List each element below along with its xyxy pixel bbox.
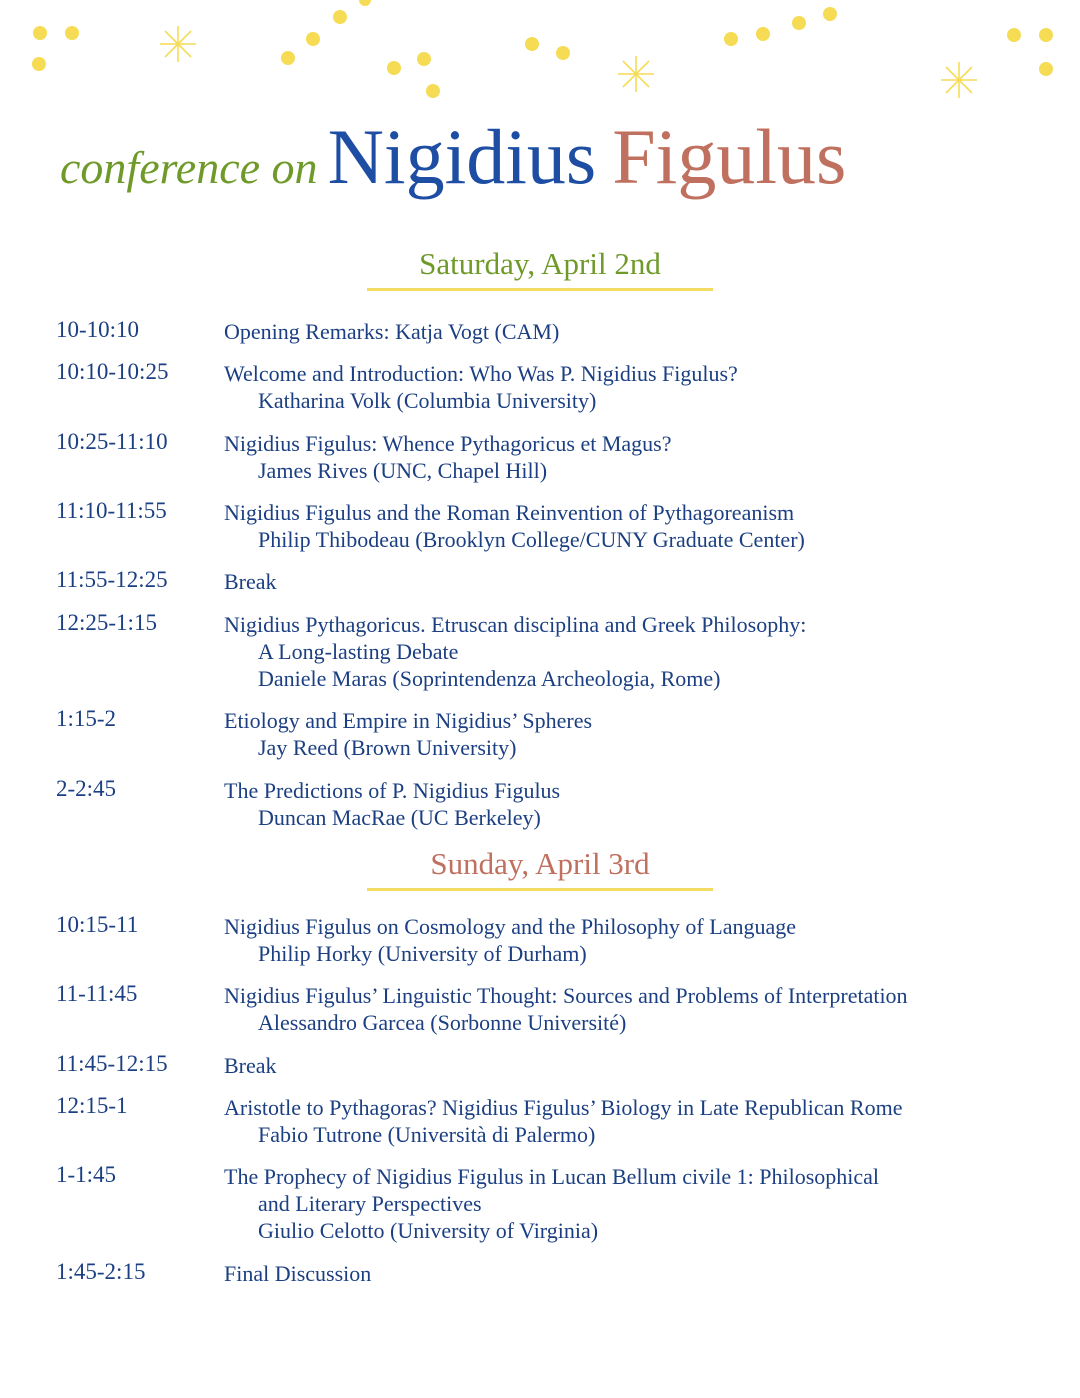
session-time: 10:25-11:10 — [56, 429, 168, 454]
session-body — [224, 430, 1054, 484]
session-time: 11:45-12:15 — [56, 1051, 168, 1076]
session-time: 12:15-1 — [56, 1093, 128, 1118]
session-title: The Prophecy of Nigidius Figulus in Lucan Bellum civile 1: Philosophical — [224, 1164, 880, 1189]
confetti-decoration — [0, 0, 1080, 110]
session-body — [224, 360, 1054, 414]
session-time: 12:25-1:15 — [56, 610, 157, 635]
session-title: Nigidius Figulus and the Roman Reinvention of Pythagoreanism — [224, 500, 795, 525]
title-name-first: Nigidius — [327, 113, 597, 200]
session-title: Nigidius Pythagoricus. Etruscan disciplina and Greek Philosophy: — [224, 612, 807, 637]
title-prefix: conference on — [60, 142, 318, 193]
session-body — [224, 499, 1054, 553]
session-time: 10:15-11 — [56, 912, 139, 937]
session-title: Opening Remarks: Katja Vogt (CAM) — [224, 319, 560, 344]
session-time: 11:10-11:55 — [56, 498, 167, 523]
session-body — [224, 318, 1054, 345]
session-title: Break — [224, 1053, 277, 1078]
session-title: Nigidius Figulus: Whence Pythagoricus et Magus? — [224, 431, 672, 456]
session-detail: Philip Thibodeau (Brooklyn College/CUNY Graduate Center) — [258, 527, 805, 552]
session-body — [224, 1163, 1054, 1244]
session-body — [224, 1094, 1054, 1148]
session-time: 10-10:10 — [56, 317, 140, 342]
session-detail: Daniele Maras (Soprintendenza Archeologia, Rome) — [258, 666, 721, 691]
session-time: 1:45-2:15 — [56, 1259, 146, 1284]
session-title: Etiology and Empire in Nigidius’ Spheres — [224, 708, 593, 733]
session-body — [224, 982, 1054, 1036]
session-title: Aristotle to Pythagoras? Nigidius Figulus’ Biology in Late Republican Rome — [224, 1095, 903, 1120]
session-body — [224, 568, 1054, 595]
session-detail: James Rives (UNC, Chapel Hill) — [258, 458, 548, 483]
session-time: 10:10-10:25 — [56, 359, 169, 384]
session-body — [224, 777, 1054, 831]
session-time: 11-11:45 — [56, 981, 138, 1006]
session-body — [224, 707, 1054, 761]
session-title: Nigidius Figulus on Cosmology and the Philosophy of Language — [224, 914, 796, 939]
session-detail: Philip Horky (University of Durham) — [258, 941, 587, 966]
session-time: 11:55-12:25 — [56, 567, 168, 592]
session-title: Nigidius Figulus’ Linguistic Thought: Sources and Problems of Interpretation — [224, 983, 908, 1008]
session-title: Welcome and Introduction: Who Was P. Nigidius Figulus? — [224, 361, 738, 386]
session-body — [224, 1052, 1054, 1079]
day-heading-sunday: Sunday, April 3rd — [367, 846, 713, 891]
session-title: Final Discussion — [224, 1261, 372, 1286]
session-body — [224, 1260, 1054, 1287]
session-title: Break — [224, 569, 277, 594]
title-name-second: Figulus — [612, 113, 847, 200]
session-detail: and Literary Perspectives — [258, 1191, 482, 1216]
session-detail: Jay Reed (Brown University) — [258, 735, 517, 760]
page-title — [60, 112, 1040, 202]
session-detail: Katharina Volk (Columbia University) — [258, 388, 597, 413]
session-body — [224, 611, 1054, 692]
day-heading-saturday: Saturday, April 2nd — [367, 246, 713, 291]
session-detail: Fabio Tutrone (Università di Palermo) — [258, 1122, 596, 1147]
session-detail: Giulio Celotto (University of Virginia) — [258, 1218, 599, 1243]
session-title: The Predictions of P. Nigidius Figulus — [224, 778, 561, 803]
session-detail: Duncan MacRae (UC Berkeley) — [258, 805, 541, 830]
session-time: 1:15-2 — [56, 706, 117, 731]
session-detail: Alessandro Garcea (Sorbonne Université) — [258, 1010, 627, 1035]
session-time: 1-1:45 — [56, 1162, 117, 1187]
session-time: 2-2:45 — [56, 776, 117, 801]
session-detail: A Long-lasting Debate — [258, 639, 459, 664]
session-body — [224, 913, 1054, 967]
